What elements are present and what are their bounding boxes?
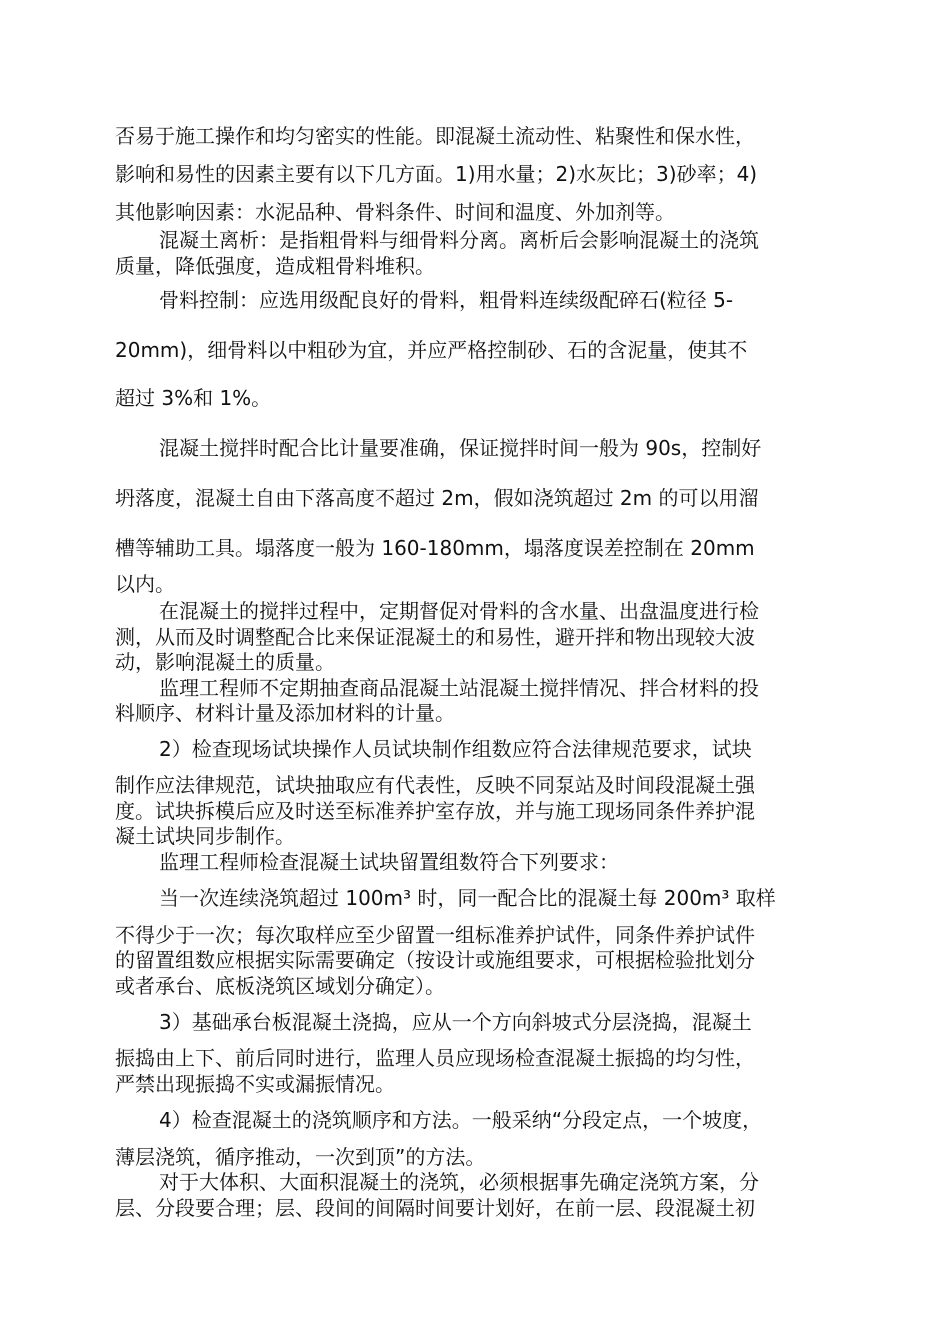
text-line: 当一次连续浇筑超过 100m³ 时，同一配合比的混凝土每 200m³ 取样: [159, 886, 776, 910]
text-line: 或者承台、底板浇筑区域划分确定）。: [115, 974, 445, 998]
text-line: 槽等辅助工具。塌落度一般为 160-180mm，塌落度误差控制在 20mm: [115, 536, 755, 560]
text-line: 度。试块拆模后应及时送至标准养护室存放，并与施工现场同条件养护混: [115, 799, 755, 823]
text-line: 对于大体积、大面积混凝土的浇筑，必须根据事先确定浇筑方案，分: [159, 1170, 759, 1194]
text-line: 料顺序、材料计量及添加材料的计量。: [115, 701, 455, 725]
text-line: 混凝土离析：是指粗骨料与细骨料分离。离析后会影响混凝土的浇筑: [159, 228, 759, 252]
text-line: 监理工程师不定期抽查商品混凝土站混凝土搅拌情况、拌合材料的投: [159, 676, 759, 700]
text-line: 坍落度，混凝土自由下落高度不超过 2m，假如浇筑超过 2m 的可以用溜: [115, 486, 759, 510]
text-line: 的留置组数应根据实际需要确定（按设计或施组要求，可根据检验批划分: [115, 948, 755, 972]
text-line: 薄层浇筑，循序推动，一次到顶”的方法。: [115, 1145, 486, 1169]
text-line: 严禁出现振捣不实或漏振情况。: [115, 1072, 395, 1096]
text-line: 制作应法律规范，试块抽取应有代表性，反映不同泵站及时间段混凝土强: [115, 773, 755, 797]
text-line: 动，影响混凝土的质量。: [115, 650, 335, 674]
text-line: 在混凝土的搅拌过程中，定期督促对骨料的含水量、出盘温度进行检: [159, 599, 759, 623]
text-line: 3）基础承台板混凝土浇捣，应从一个方向斜坡式分层浇捣，混凝土: [159, 1010, 752, 1034]
text-line: 监理工程师检查混凝土试块留置组数符合下列要求：: [159, 850, 619, 874]
text-line: 层、分段要合理；层、段间的间隔时间要计划好，在前一层、段混凝土初: [115, 1196, 755, 1220]
text-line: 凝土试块同步制作。: [115, 824, 295, 848]
text-line: 混凝土搅拌时配合比计量要准确，保证搅拌时间一般为 90s，控制好: [159, 436, 762, 460]
text-line: 否易于施工操作和均匀密实的性能。即混凝土流动性、粘聚性和保水性，: [115, 124, 755, 148]
text-line: 其他影响因素：水泥品种、骨料条件、时间和温度、外加剂等。: [115, 200, 675, 224]
text-line: 20mm)，细骨料以中粗砂为宜，并应严格控制砂、石的含泥量，使其不: [115, 338, 748, 362]
text-line: 2）检查现场试块操作人员试块制作组数应符合法律规范要求，试块: [159, 737, 752, 761]
text-line: 以内。: [115, 572, 175, 596]
text-line: 4）检查混凝土的浇筑顺序和方法。一般采纳“分段定点，一个坡度，: [159, 1108, 763, 1132]
text-line: 振捣由上下、前后同时进行，监理人员应现场检查混凝土振捣的均匀性，: [115, 1046, 755, 1070]
text-line: 超过 3%和 1%。: [115, 386, 272, 410]
text-line: 影响和易性的因素主要有以下几方面。1)用水量；2)水灰比；3)砂率；4): [115, 162, 758, 186]
text-line: 测，从而及时调整配合比来保证混凝土的和易性，避开拌和物出现较大波: [115, 625, 755, 649]
text-line: 骨料控制：应选用级配良好的骨料，粗骨料连续级配碎石(粒径 5-: [159, 288, 734, 312]
text-line: 不得少于一次；每次取样应至少留置一组标准养护试件，同条件养护试件: [115, 923, 755, 947]
text-line: 质量，降低强度，造成粗骨料堆积。: [115, 254, 435, 278]
